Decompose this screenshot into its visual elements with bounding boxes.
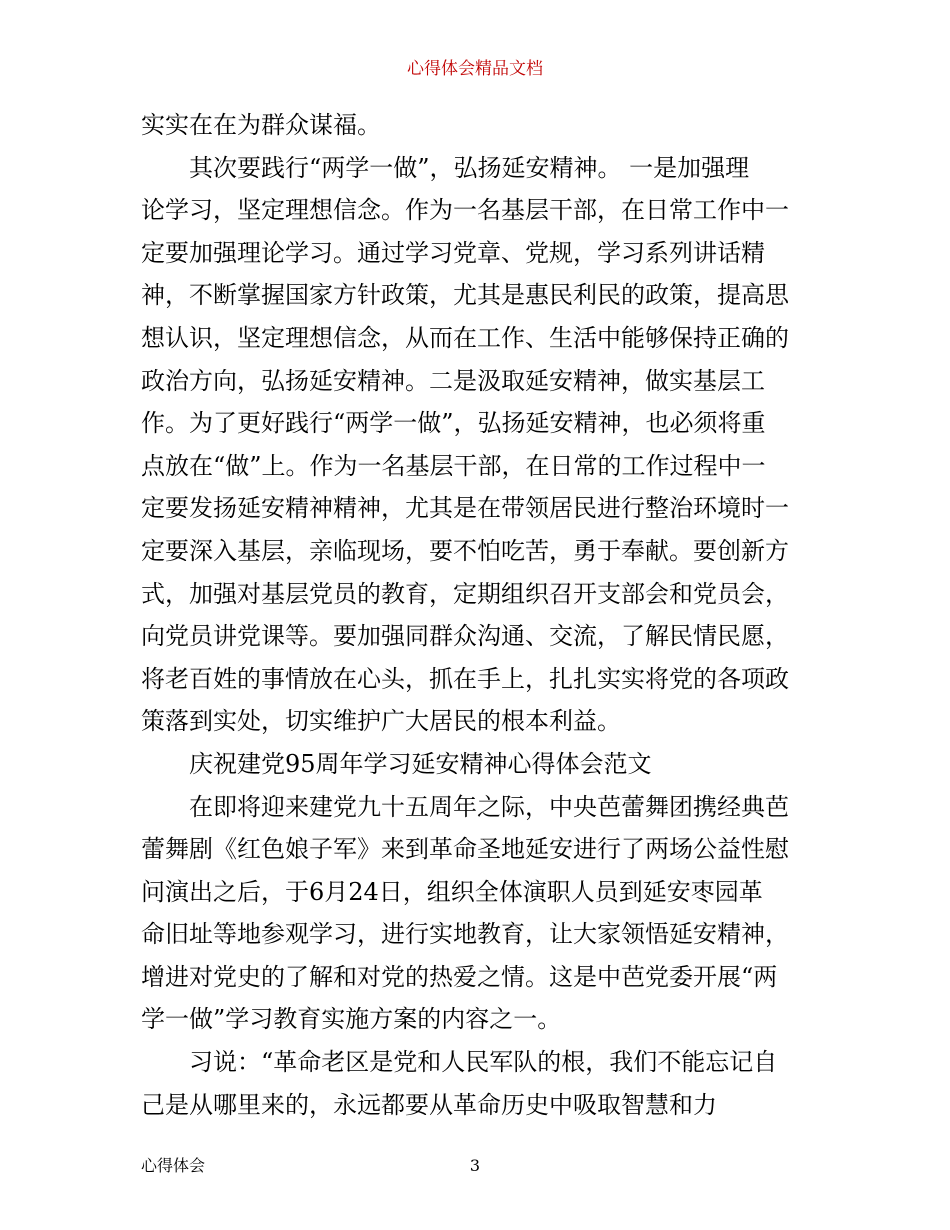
body-line: 点放在“做”上。作为一名基层干部，在日常的工作过程中一: [141, 451, 766, 480]
body-line: 式，加强对基层党员的教育，定期组织召开支部会和党员会，: [141, 579, 789, 608]
body-line: 定要加强理论学习。通过学习党章、党规，学习系列讲话精: [141, 238, 765, 267]
body-line: 在即将迎来建党九十五周年之际，中央芭蕾舞团携经典芭: [189, 792, 789, 821]
body-line: 其次要践行“两学一做”，弘扬延安精神。 一是加强理: [189, 153, 750, 182]
body-line: 习说：“革命老区是党和人民军队的根，我们不能忘记自: [189, 1048, 778, 1077]
body-line: 神，不断掌握国家方针政策，尤其是惠民利民的政策，提高思: [141, 281, 789, 310]
body-line: 增进对党史的了解和对党的热爱之情。这是中芭党委开展“两: [141, 962, 778, 991]
footer-label: 心得体会: [141, 1156, 206, 1175]
body-line: 问演出之后，于6月24日，组织全体演职人员到延安枣园革: [141, 877, 763, 906]
body-line: 向党员讲党课等。要加强同群众沟通、交流，了解民情民愿，: [141, 622, 789, 651]
body-line: 学一做”学习教育实施方案的内容之一。: [141, 1005, 562, 1034]
page-number: 3: [469, 1156, 481, 1175]
document-body: [141, 104, 813, 1126]
body-line: 想认识，坚定理想信念，从而在工作、生活中能够保持正确的: [141, 323, 789, 352]
section-heading: 庆祝建党95周年学习延安精神心得体会范文: [189, 749, 652, 778]
body-line: 将老百姓的事情放在心头，抓在手上，扎扎实实将党的各项政: [141, 664, 789, 693]
body-line: 作。为了更好践行“两学一做”，弘扬延安精神，也必须将重: [141, 409, 766, 438]
body-line: 定要深入基层，亲临现场，要不怕吃苦，勇于奉献。要创新方: [141, 536, 789, 565]
body-line: 己是从哪里来的，永远都要从革命历史中吸取智慧和力: [141, 1090, 717, 1119]
page-header-title: 心得体会精品文档: [407, 59, 543, 79]
body-line: 实实在在为群众谋福。: [141, 111, 381, 139]
body-line: 定要发扬延安精神精神，尤其是在带领居民进行整治环境时一: [141, 494, 789, 523]
body-line: 政治方向，弘扬延安精神。二是汲取延安精神，做实基层工: [141, 366, 765, 395]
body-line: 论学习，坚定理想信念。作为一名基层干部，在日常工作中一: [141, 196, 789, 225]
body-line: 策落到实处，切实维护广大居民的根本利益。: [141, 707, 621, 736]
body-line: 蕾舞剧《红色娘子军》来到革命圣地延安进行了两场公益性慰: [141, 835, 789, 864]
body-line: 命旧址等地参观学习，进行实地教育，让大家领悟延安精神，: [141, 920, 789, 949]
